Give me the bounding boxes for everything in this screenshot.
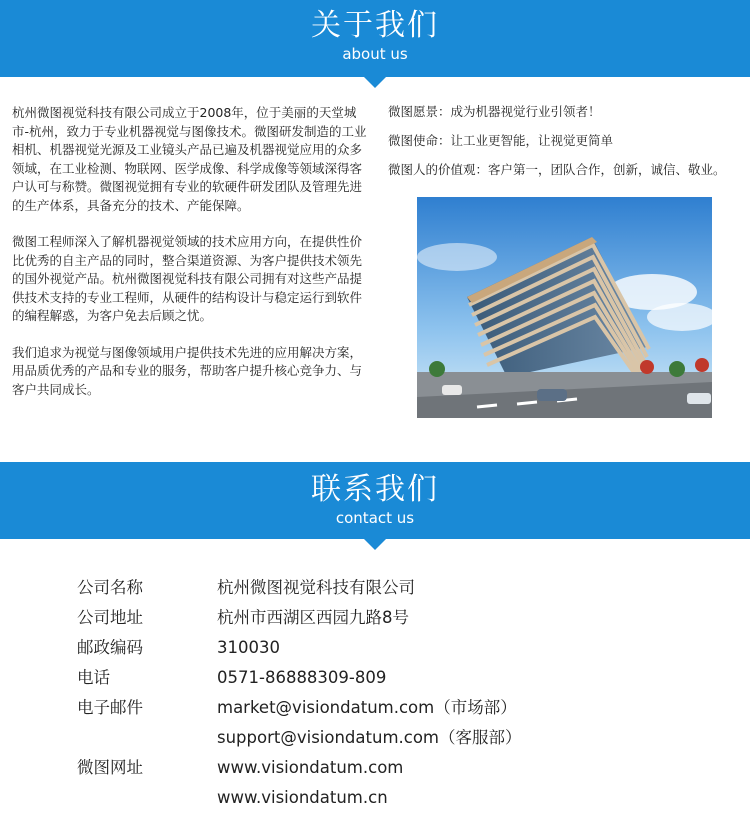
about-paragraph: 杭州微图视觉科技有限公司成立于2008年，位于美丽的天堂城市-杭州，致力于专业机器视觉与图像技术。微图研发制造的工业相机、机器视觉光源及工业镜头产品已遍及机器视觉应用的众多领域，在工业检测、物联网、医学成像、科学成像等领域深得客户认可与称赞。微图视觉拥有专业的软硬件研发团队及管理先进的生产体系，具备充分的技术、产能保障。 bbox=[12, 105, 367, 213]
contact-row-website-com bbox=[77, 753, 522, 783]
banner-notch bbox=[364, 539, 386, 550]
contact-row-phone bbox=[77, 663, 522, 693]
about-banner bbox=[0, 0, 750, 77]
contact-value: 杭州市西湖区西园九路8号 bbox=[217, 608, 409, 627]
about-title: 关于我们 bbox=[311, 8, 439, 43]
contact-value: 杭州微图视觉科技有限公司 bbox=[217, 578, 415, 597]
contact-label: 电话 bbox=[77, 668, 110, 687]
contact-row-address bbox=[77, 603, 522, 633]
mission-text: 微图使命：让工业更智能，让视觉更简单 bbox=[388, 133, 614, 148]
about-paragraph: 我们追求为视觉与图像领域用户提供技术先进的应用解决方案，用品质优秀的产品和专业的服务，帮助客户提升核心竞争力、与客户共同成长。 bbox=[12, 344, 363, 397]
contact-row-company bbox=[77, 573, 522, 603]
email-link-market[interactable]: market@visiondatum.com（市场部） bbox=[217, 698, 517, 717]
company-values bbox=[388, 103, 748, 190]
contact-value: 310030 bbox=[217, 638, 280, 657]
contact-title: 联系我们 bbox=[311, 472, 439, 507]
about-description bbox=[12, 104, 372, 417]
contact-info bbox=[77, 573, 522, 813]
website-link-cn[interactable]: www.visiondatum.cn bbox=[217, 788, 388, 807]
contact-row-postcode bbox=[77, 633, 522, 663]
contact-label: 公司名称 bbox=[77, 578, 143, 597]
contact-row-email-market bbox=[77, 693, 522, 723]
website-link-com[interactable]: www.visiondatum.com bbox=[217, 758, 404, 777]
vision-text: 微图愿景：成为机器视觉行业引领者！ bbox=[388, 104, 601, 119]
email-link-support[interactable]: support@visiondatum.com（客服部） bbox=[217, 728, 522, 747]
about-paragraph: 微图工程师深入了解机器视觉领域的技术应用方向，在提供性价比优秀的自主产品的同时，整合渠道资源、为客户提供技术领先的国外视觉产品。杭州微图视觉科技有限公司拥有对这些产品提供技术支持的专业工程师，从硬件的结构设计与稳定运行到软件的编程解惑，为客户免去后顾之忧。 bbox=[12, 234, 363, 323]
contact-row-email-support bbox=[77, 723, 522, 753]
about-subtitle: about us bbox=[342, 45, 408, 63]
contact-row-website-cn bbox=[77, 783, 522, 813]
contact-label: 电子邮件 bbox=[77, 698, 143, 717]
building-illustration bbox=[417, 197, 712, 418]
contact-value: 0571-86888309-809 bbox=[217, 668, 387, 687]
contact-label: 邮政编码 bbox=[77, 638, 143, 657]
contact-label: 公司地址 bbox=[77, 608, 143, 627]
contact-label bbox=[77, 783, 217, 813]
contact-label bbox=[77, 723, 217, 753]
contact-banner bbox=[0, 462, 750, 539]
values-text: 微图人的价值观：客户第一，团队合作，创新，诚信、敬业。 bbox=[388, 162, 726, 177]
company-building-photo bbox=[417, 197, 712, 418]
contact-label: 微图网址 bbox=[77, 758, 143, 777]
banner-notch bbox=[364, 77, 386, 88]
contact-subtitle: contact us bbox=[335, 509, 415, 527]
